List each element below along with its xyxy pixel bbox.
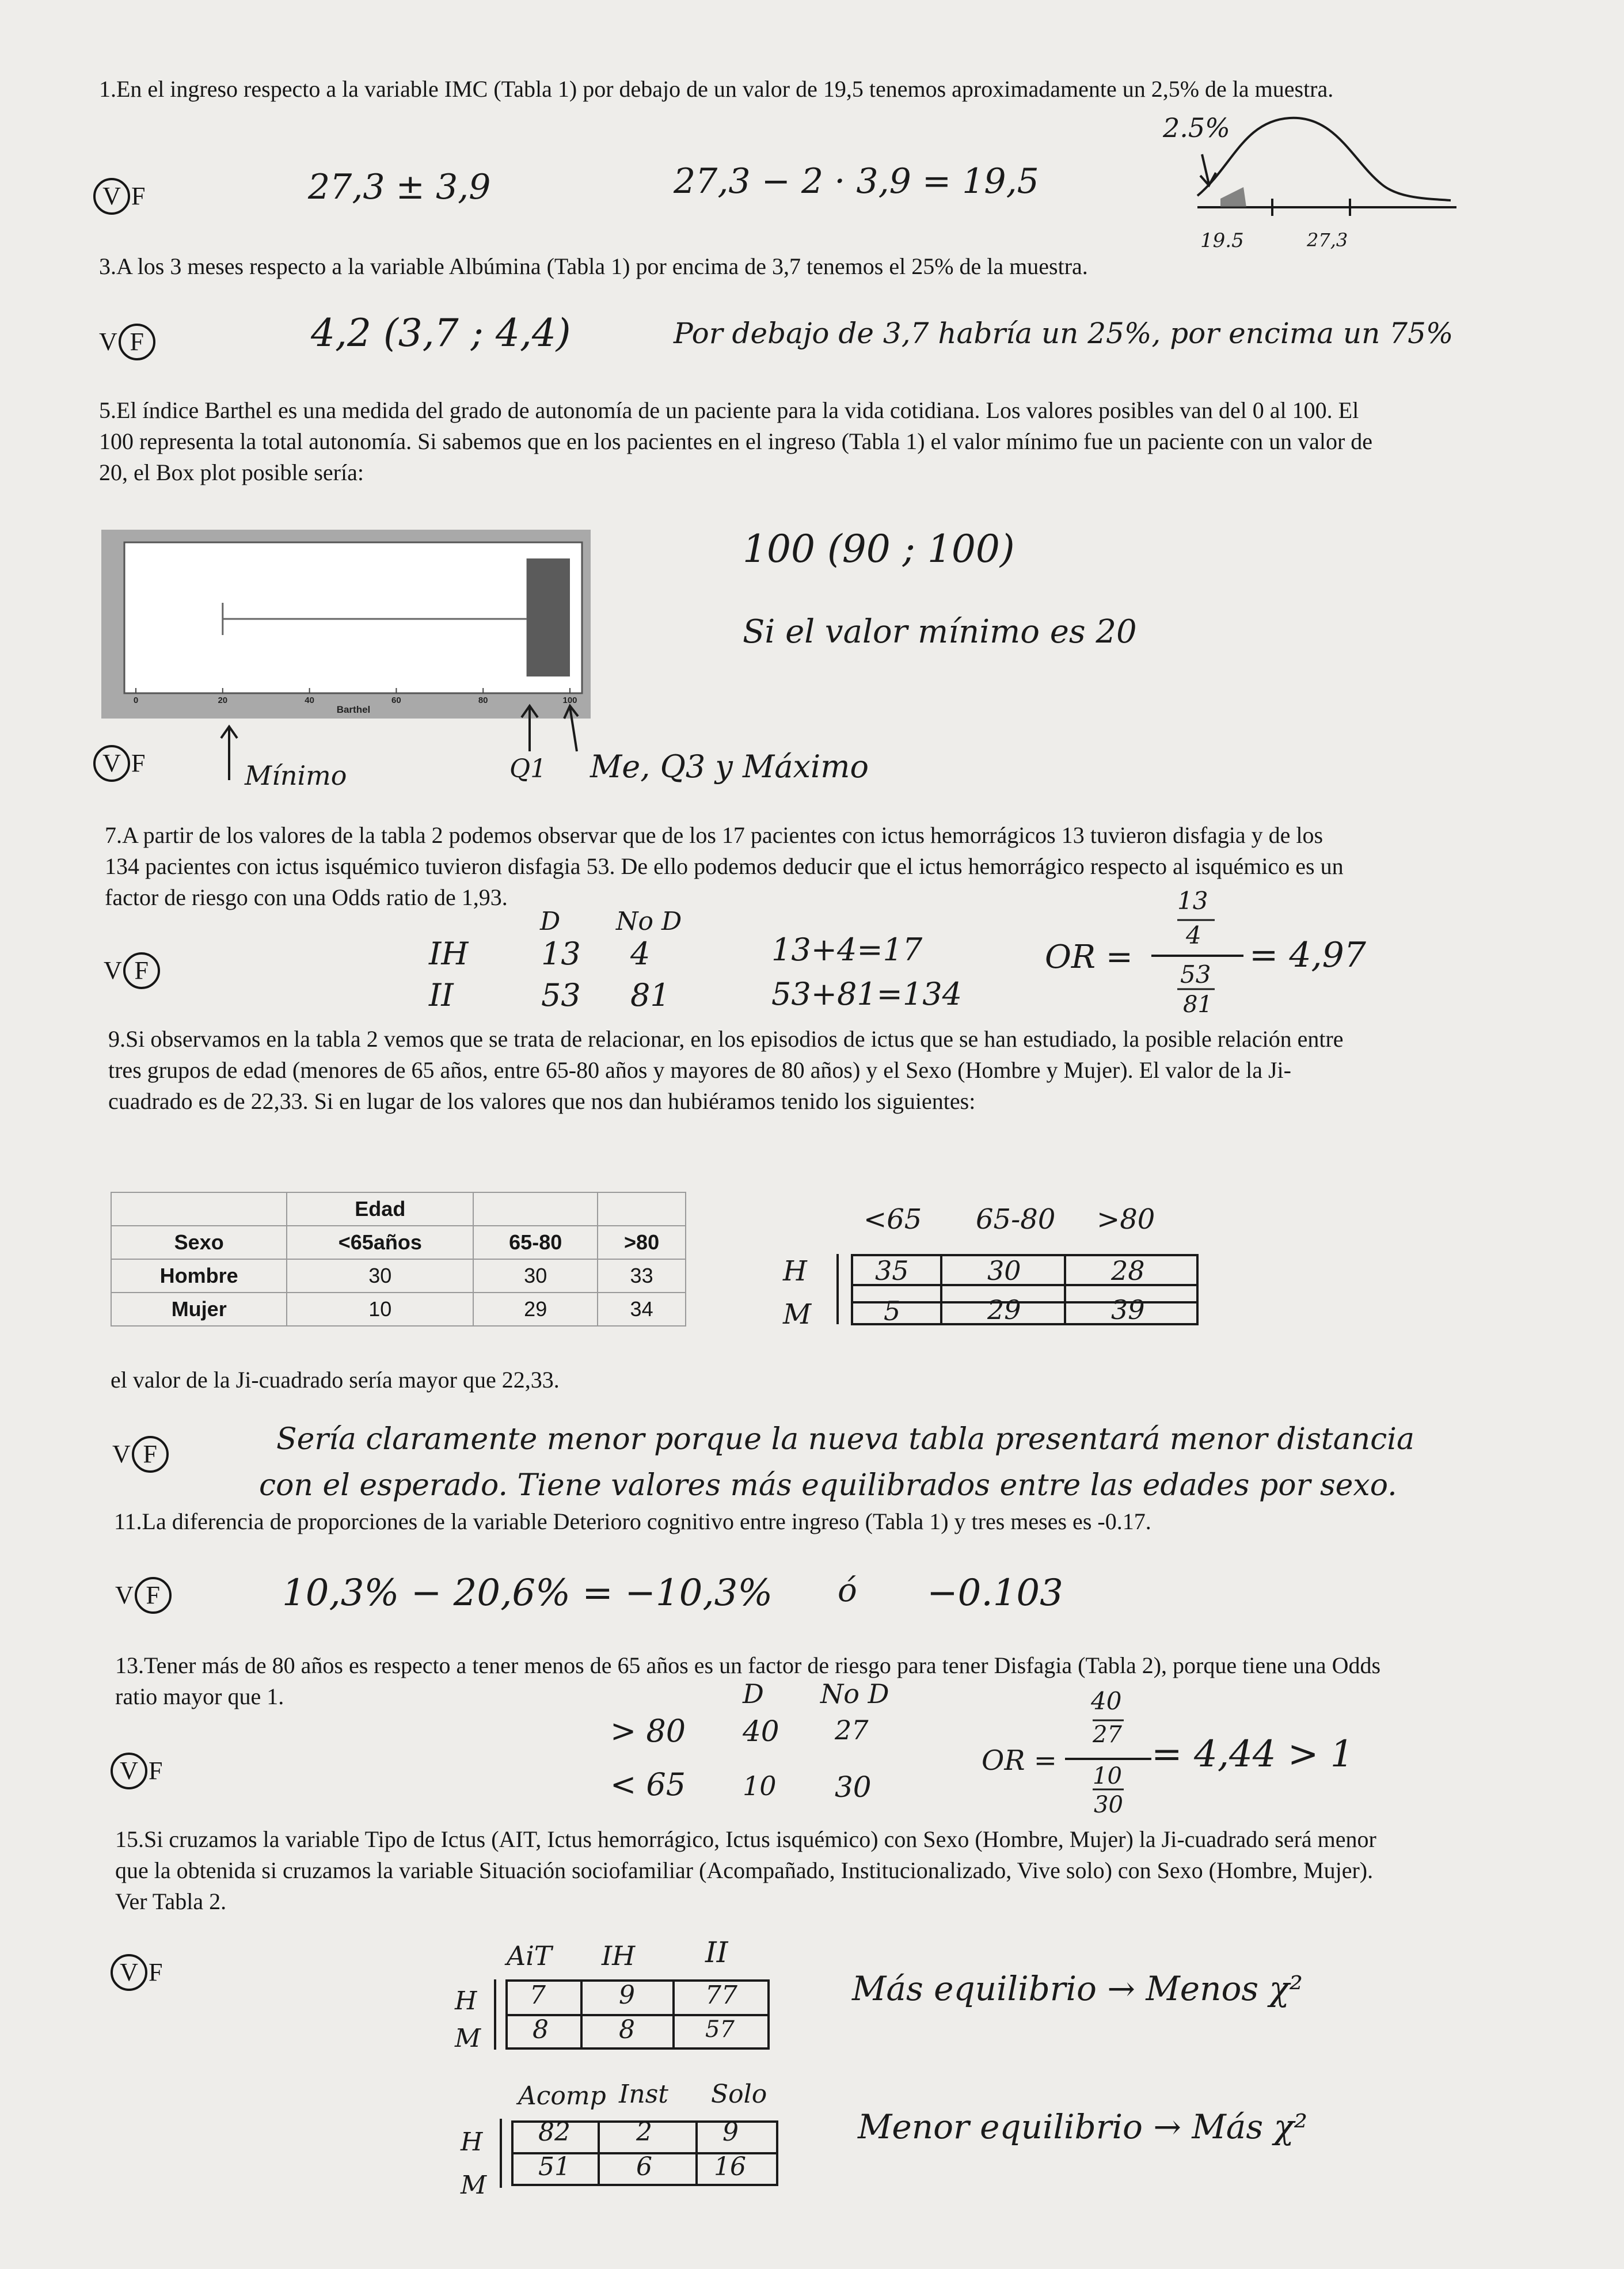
q15-mark-v: V	[111, 1954, 147, 1991]
q7-mark-v: V	[104, 956, 122, 985]
q15-hw-t2-col2: Solo	[711, 2080, 767, 2109]
q15-hw-t2-r0-label: H	[461, 2127, 483, 2157]
q7-hw-sum1: 13+4=17	[771, 932, 923, 968]
q5-answer	[92, 748, 145, 778]
q15-hw-t1-col0: AiT	[507, 1940, 552, 1971]
q15-hw-t1-note: Más equilibrio → Menos χ²	[852, 1969, 1303, 2008]
q1-text: 1.En el ingreso respecto a la variable IMC (Tabla 1) por debajo de un valor de 19,5 tenemos aproximadamente un 2,5% de la muestra.	[99, 76, 1334, 102]
q13-hw-r2c2: 30	[835, 1770, 872, 1804]
q13-hw-or-den-bot: 30	[1094, 1792, 1123, 1818]
q5-hw-label-rest: Me, Q3 y Máximo	[590, 748, 869, 785]
q7-hw-col-d: D	[540, 907, 561, 936]
q15-text: 15.Si cruzamos la variable Tipo de Ictus (AIT, Ictus hemorrágico, Ictus isquémico) con Sexo (Hombre, Mujer) la Ji-cuadrado será menor que la obtenida si cruzamos la variable Situación sociofamiliar (Acompañado, Institucionalizado, Vive solo) con Sexo (Hombre, Mujer). Ver Tabla 2.	[115, 1826, 1376, 1914]
q7-hw-or-num-top: 13	[1177, 887, 1208, 915]
q15-hw-t2-col0: Acomp	[518, 2081, 606, 2111]
boxplot-xlabel: Barthel	[336, 704, 371, 715]
table-cell: 34	[598, 1293, 686, 1326]
table-row	[111, 1259, 686, 1293]
q11-hw-or: ó	[838, 1572, 857, 1609]
q15-hw-t2-r0c3: 9	[722, 2118, 739, 2147]
q13-hw-col-nod: No D	[820, 1678, 889, 1709]
q9-hw-r0c3: 28	[1111, 1255, 1145, 1286]
q3-answer	[99, 327, 157, 357]
q15-hw-t1-r0c2: 9	[619, 1981, 635, 2010]
q5-hw-label-min: Mínimo	[245, 760, 347, 791]
q15-hw-t2-r1-label: M	[461, 2171, 487, 2200]
q7-hw-r2c2: 81	[630, 977, 670, 1013]
table-header: Sexo	[111, 1226, 287, 1259]
q9-hw-note2: con el esperado. Tiene valores más equilibrados entre las edades por sexo.	[259, 1468, 1397, 1503]
table-row	[111, 1192, 686, 1226]
q9-answer	[112, 1439, 170, 1469]
q13-hw-or-num-bot: 27	[1093, 1721, 1122, 1748]
q7-mark-f: F	[123, 952, 160, 989]
q15-hw-t1-r1c2: 8	[619, 2015, 635, 2044]
table-cell: Hombre	[111, 1259, 287, 1293]
q9-hw-r0c2: 30	[987, 1255, 1021, 1286]
q5-text: 5.El índice Barthel es una medida del grado de autonomía de un paciente para la vida cotidiana. Los valores posibles van del 0 al 100. El 100 representa la total autonomía. Si sabemos que en los pacientes en el ingreso (Tabla 1) el valor mínimo fue un paciente con un valor de 20, el Box plot posible sería:	[99, 397, 1373, 485]
q9-hw-r0c1: 35	[875, 1255, 909, 1286]
table-header: >80	[598, 1226, 686, 1259]
q1-mark-f: F	[131, 182, 146, 210]
q7-hw-or-result: = 4,97	[1249, 935, 1366, 975]
q9-hw-r1c1: 5	[884, 1295, 901, 1327]
q3-mark-v: V	[99, 328, 117, 356]
q15-hw-t1-r0c1: 7	[530, 1981, 546, 2010]
q13-hw-or-den-top: 10	[1093, 1763, 1122, 1789]
boxplot-box	[527, 558, 570, 676]
boxplot-tick-label: 80	[478, 695, 488, 705]
q15-hw-t2-note: Menor equilibrio → Más χ²	[858, 2107, 1307, 2146]
q11-hw-formula: 10,3% − 20,6% = −10,3%	[282, 1572, 773, 1614]
q9-text2: el valor de la Ji-cuadrado sería mayor que 22,33.	[111, 1367, 560, 1393]
q13-hw-r1c2: 27	[835, 1715, 869, 1746]
boxplot-panel	[124, 542, 582, 693]
q15-answer	[109, 1958, 162, 1987]
boxplot-tick-label: 100	[562, 695, 577, 705]
normal-curve	[1197, 118, 1451, 200]
q15-hw-t1-r1c3: 57	[705, 2016, 735, 2043]
table-row	[111, 1226, 686, 1259]
q13-hw-or-num-top: 40	[1091, 1687, 1122, 1715]
q15-hw-t2-r1c1: 51	[538, 2152, 571, 2181]
table-group-header: Edad	[287, 1192, 473, 1226]
q13-text: 13.Tener más de 80 años es respecto a tener menos de 65 años es un factor de riesgo para tener Disfagia (Tabla 2), porque tiene una Odds ratio mayor que 1.	[115, 1652, 1381, 1709]
q15-hw-t2-r1c2: 6	[636, 2152, 652, 2181]
q15-hw-t2-col1: Inst	[619, 2080, 668, 2109]
q7-hw-r1c1: 13	[541, 936, 581, 972]
q7-answer	[104, 956, 161, 986]
q13-hw-r1c1: 40	[743, 1715, 779, 1748]
q7-hw-r1c0: IH	[429, 936, 469, 972]
q3-hw-formula: 4,2 (3,7 ; 4,4)	[311, 311, 571, 355]
q7-hw-r2c0: II	[429, 977, 454, 1013]
q13-hw-r1c0: > 80	[610, 1713, 686, 1749]
q11-text: 11.La diferencia de proporciones de la variable Deterioro cognitivo entre ingreso (Tabla 1) y tres meses es -0.17.	[114, 1508, 1151, 1534]
q1-hw-formula1: 27,3 ± 3,9	[308, 167, 491, 207]
q5-mark-v: V	[93, 745, 130, 782]
table-cell: 10	[287, 1293, 473, 1326]
q13-hw-or-label: OR =	[982, 1744, 1057, 1777]
q7-hw-col-nod: No D	[616, 907, 682, 936]
q13-hw-r2c1: 10	[743, 1770, 777, 1801]
q5-hw-formula: 100 (90 ; 100)	[743, 527, 1015, 571]
arrow-q1	[522, 706, 538, 751]
q7-hw-or-num-bot: 4	[1186, 921, 1201, 949]
table-row	[111, 1293, 686, 1326]
q5-mark-f: F	[131, 749, 146, 777]
q15-mark-f: F	[149, 1958, 163, 1986]
table-header: 65-80	[473, 1226, 598, 1259]
q11-answer	[115, 1580, 173, 1610]
arrow-q3	[564, 706, 578, 751]
q1-hw-x1: 19.5	[1200, 229, 1244, 252]
q13-hw-or-result: = 4,44 > 1	[1151, 1733, 1354, 1776]
table-cell: 33	[598, 1259, 686, 1293]
q1-hw-formula2: 27,3 − 2 · 3,9 = 19,5	[674, 161, 1039, 202]
q15-hw-t1-r1c1: 8	[533, 2015, 549, 2044]
table-cell	[111, 1192, 287, 1226]
q11-mark-f: F	[135, 1577, 172, 1614]
q15-hw-t2-r0c2: 2	[636, 2118, 652, 2147]
q7-text: 7.A partir de los valores de la tabla 2 podemos observar que de los 17 pacientes con ictus hemorrágicos 13 tuvieron disfagia y de los 134 pacientes con ictus isquémico tuvieron disfagia 53. De ello podemos deducir que el ictus hemorrágico respecto al isquémico es un factor de riesgo con una Odds ratio de 1,93.	[105, 822, 1344, 910]
q9-hw-r1c3: 39	[1111, 1294, 1145, 1325]
q7-hw-r2c1: 53	[541, 977, 581, 1013]
table-cell: 29	[473, 1293, 598, 1326]
q9-hw-col1: 65-80	[976, 1203, 1056, 1236]
q9-hw-r0-label: H	[783, 1255, 807, 1287]
table-cell	[473, 1192, 598, 1226]
q11-hw-alt: −0.103	[927, 1572, 1063, 1614]
q9-hw-r1-label: M	[783, 1298, 812, 1331]
q9-hw-note1: Sería claramente menor porque la nueva tabla presentará menor distancia	[276, 1422, 1414, 1457]
q7-hw-sum2: 53+81=134	[771, 976, 962, 1012]
arrow-minimo	[221, 727, 237, 780]
q3-mark-f: F	[119, 324, 155, 360]
q7-hw-or-label: OR =	[1045, 938, 1133, 976]
q1-hw-x2: 27,3	[1307, 229, 1348, 251]
table-cell	[598, 1192, 686, 1226]
q15-hw-t2-r0c1: 82	[538, 2118, 571, 2147]
q13-hw-col-d: D	[743, 1678, 764, 1709]
boxplot-tick-label: 20	[218, 695, 228, 705]
q15-hw-t2-r1c3: 16	[714, 2152, 746, 2181]
q9-mark-f: F	[132, 1436, 169, 1473]
q7-hw-or-den-bot: 81	[1183, 991, 1212, 1018]
q9-hw-r1c2: 29	[987, 1294, 1021, 1325]
boxplot-tick-label: 40	[305, 695, 314, 705]
q1-answer	[92, 181, 145, 211]
q11-mark-v: V	[115, 1581, 134, 1609]
q9-mark-v: V	[112, 1440, 131, 1468]
q7-hw-or-den-top: 53	[1180, 960, 1211, 989]
table-cell: Mujer	[111, 1293, 287, 1326]
boxplot-tick-label: 0	[133, 695, 139, 705]
q13-mark-v: V	[111, 1753, 147, 1789]
q1-mark-v: V	[93, 178, 130, 215]
q9-text: 9.Si observamos en la tabla 2 vemos que se trata de relacionar, en los episodios de ictus que se han estudiado, la posible relación entre tres grupos de edad (menores de 65 años, entre 65-80 años y mayores de 80 años) y el Sexo (Hombre y Mujer). El valor de la Ji-cuadrado es de 22,33. Si en lugar de los valores que nos dan hubiéramos tenido los siguientes:	[108, 1026, 1344, 1114]
q15-hw-t1-r1-label: M	[455, 2024, 481, 2053]
q15-hw-t1-r0-label: H	[455, 1986, 477, 2016]
tail-shade	[1220, 187, 1246, 207]
q9-hw-col2: >80	[1097, 1203, 1155, 1236]
q9-hw-col0: <65	[864, 1203, 922, 1236]
table-header: <65años	[287, 1226, 473, 1259]
q9-table	[111, 1192, 686, 1327]
q15-hw-t1-r0c3: 77	[705, 1981, 737, 2010]
q3-text: 3.A los 3 meses respecto a la variable Albúmina (Tabla 1) por encima de 3,7 tenemos el 25% de la muestra.	[99, 253, 1088, 279]
q13-answer	[109, 1756, 162, 1786]
q15-hw-t1-col1: IH	[602, 1940, 636, 1971]
q15-hw-t1-col2: II	[705, 1936, 728, 1969]
q5-hw-label-q1: Q1	[509, 754, 547, 784]
q1-hw-pct: 2.5%	[1163, 112, 1230, 143]
table-cell: 30	[287, 1259, 473, 1293]
boxplot-tick-label: 60	[391, 695, 401, 705]
q7-hw-r1c2: 4	[630, 936, 651, 972]
q5-hw-note: Si el valor mínimo es 20	[743, 613, 1137, 651]
table-cell: 30	[473, 1259, 598, 1293]
q13-mark-f: F	[149, 1757, 163, 1785]
q3-hw-note: Por debajo de 3,7 habría un 25%, por encima un 75%	[674, 317, 1454, 350]
q13-hw-r2c0: < 65	[610, 1766, 686, 1803]
